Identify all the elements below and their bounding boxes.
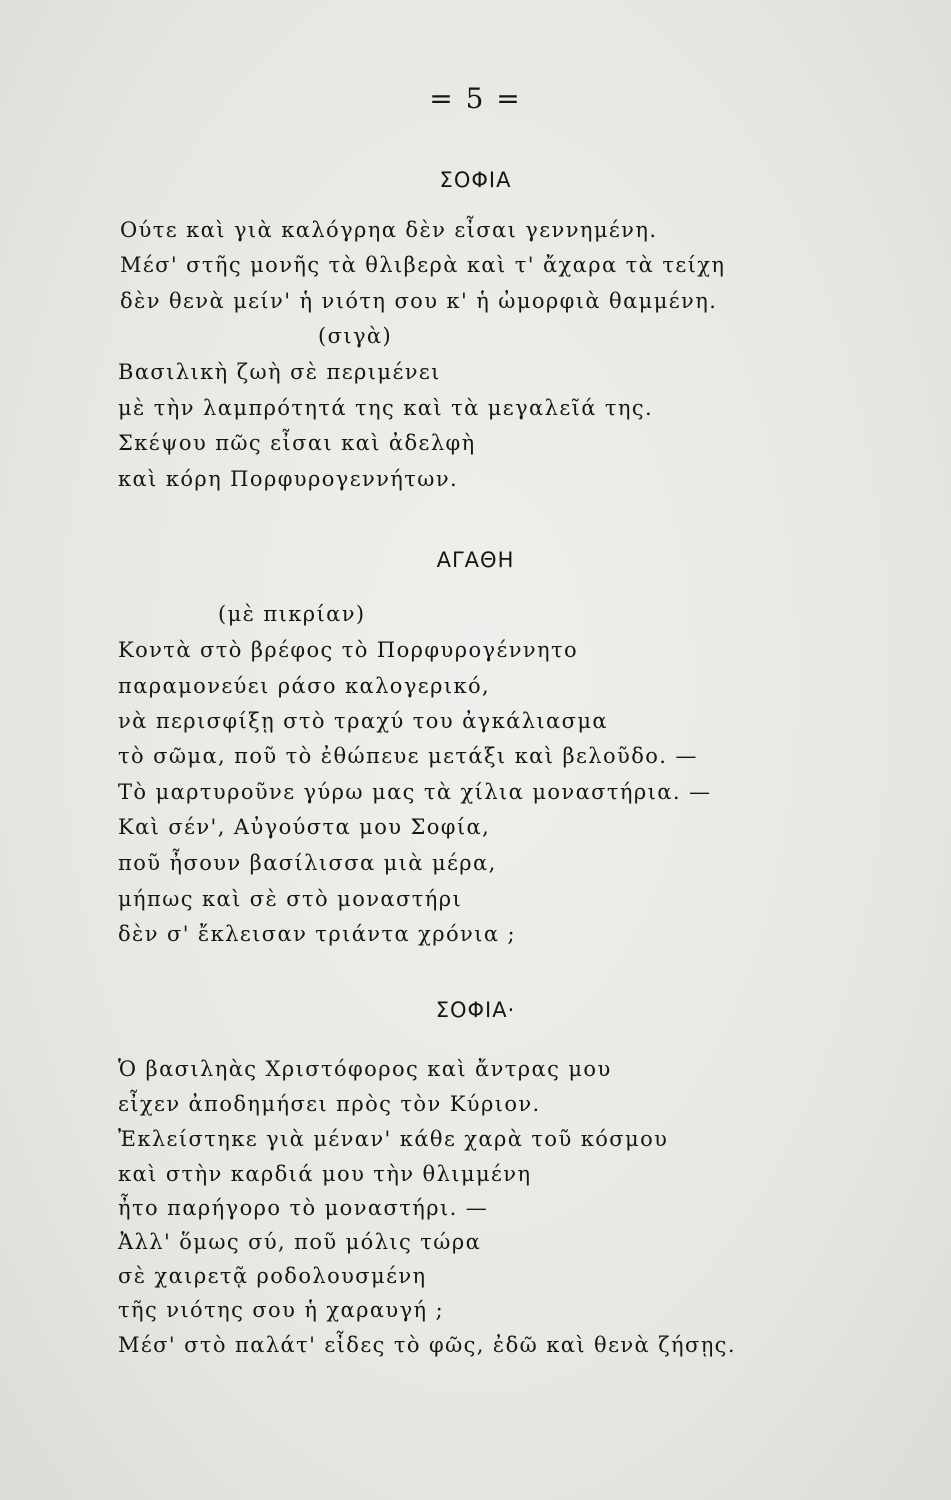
verse-line: τὸ σῶμα, ποῦ τὸ ἐθώπευε μετάξι καὶ βελοῦδο. — — [118, 744, 698, 768]
verse-line: Ὁ βασιληὰς Χριστόφορος καὶ ἄντρας μου — [118, 1057, 612, 1081]
verse-line: δὲν θενὰ μείν' ἡ νιότη σου κ' ἡ ὠμορφιὰ θαμμένη. — [120, 289, 718, 313]
verse-line: δὲν σ' ἔκλεισαν τριάντα χρόνια ; — [118, 922, 516, 946]
verse-line: παραμονεύει ράσο καλογερικό, — [118, 674, 491, 698]
verse-line: Τὸ μαρτυροῦνε γύρω μας τὰ χίλια μοναστήρια. — — [118, 780, 712, 804]
verse-line: εἶχεν ἀποδημήσει πρὸς τὸν Κύριον. — [118, 1092, 541, 1116]
verse-line: Κοντὰ στὸ βρέφος τὸ Πορφυρογέννητο — [118, 638, 579, 662]
verse-line: σὲ χαιρετᾷ ροδολουσμένη — [118, 1264, 427, 1288]
verse-line: Καὶ σέν', Αὐγούστα μου Σοφία, — [118, 815, 491, 839]
verse-line: καὶ στὴν καρδιά μου τὴν θλιμμένη — [118, 1162, 532, 1186]
verse-line: Βασιλικὴ ζωὴ σὲ περιμένει — [118, 360, 441, 384]
verse-line: Ἐκλείστηκε γιὰ μέναν' κάθε χαρὰ τοῦ κόσμου — [118, 1127, 669, 1151]
page-number: = 5 = — [429, 82, 522, 115]
speaker-name-sofia: ΣΟΦΙΑ — [439, 168, 512, 192]
verse-line: μήπως καὶ σὲ στὸ μοναστήρι — [118, 887, 463, 911]
verse-line: Ἀλλ' ὅμως σύ, ποῦ μόλις τώρα — [118, 1230, 482, 1254]
verse-line: τῆς νιότης σου ἡ χαραυγή ; — [118, 1298, 445, 1322]
verse-line: Σκέψου πῶς εἶσαι καὶ ἀδελφὴ — [118, 431, 476, 455]
verse-line: Ούτε καὶ γιὰ καλόγρηα δὲν εἶσαι γεννημένη. — [120, 218, 658, 242]
verse-line: ποῦ ἦσουν βασίλισσα μιὰ μέρα, — [118, 851, 497, 875]
verse-line: μὲ τὴν λαμπρότητά της καὶ τὰ μεγαλεῖά της. — [118, 396, 654, 420]
stage-direction: (μὲ πικρίαν) — [218, 602, 366, 626]
speaker-name-agathi: ΑΓΑΘΗ — [436, 548, 515, 572]
verse-line: καὶ κόρη Πορφυρογεννήτων. — [118, 467, 459, 491]
verse-line: Μέσ' στὸ παλάτ' εἶδες τὸ φῶς, ἐδῶ καὶ θενὰ ζήσῃς. — [118, 1333, 736, 1357]
verse-line: νὰ περισφίξῃ στὸ τραχύ του ἀγκάλιασμα — [118, 709, 608, 733]
speaker-name-sofia: ΣΟΦΙΑ· — [435, 998, 516, 1022]
stage-direction: (σιγὰ) — [318, 324, 393, 348]
verse-line: Μέσ' στῆς μονῆς τὰ θλιβερὰ καὶ τ' ἄχαρα τὰ τείχη — [120, 253, 726, 277]
verse-line: ἦτο παρήγορο τὸ μοναστήρι. — — [118, 1196, 489, 1220]
